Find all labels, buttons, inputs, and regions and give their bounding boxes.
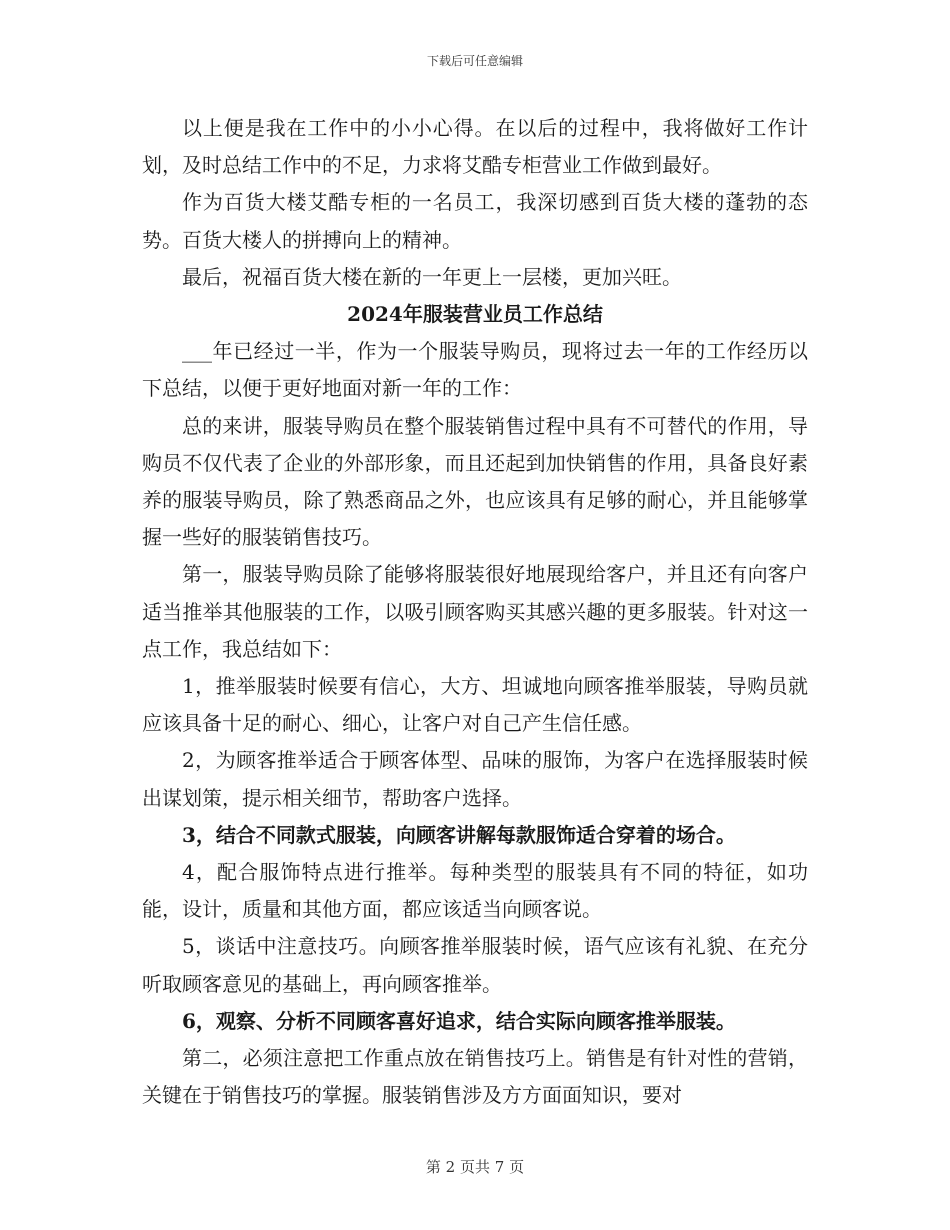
paragraph: 第二，必须注意把工作重点放在销售技巧上。销售是有针对性的营销，关键在于销售技巧的掌握。服装销售涉及方方面面知识，要对 [142, 1046, 808, 1108]
section-title: 2024年服装营业员工作总结 [347, 302, 603, 327]
list-item: 1，推举服装时候要有信心，大方、坦诚地向顾客推举服装，导购员就应该具备十足的耐心、细心，让客户对自己产生信任感。 [142, 674, 808, 736]
page-footer: 第 2 页共 7 页 [425, 1158, 525, 1176]
list-item: 4，配合服饰特点进行推举。每种类型的服装具有不同的特征，如功能，设计，质量和其他方面，都应该适当向顾客说。 [142, 860, 808, 922]
paragraph: 作为百货大楼艾酷专柜的一名员工，我深切感到百货大楼的蓬勃的态势。百货大楼人的拼搏向上的精神。 [142, 190, 808, 252]
list-item: 2，为顾客推举适合于顾客体型、品味的服饰，为客户在选择服装时候出谋划策，提示相关细节，帮助客户选择。 [142, 748, 808, 810]
paragraph: 以上便是我在工作中的小小心得。在以后的过程中，我将做好工作计划，及时总结工作中的不足，力求将艾酷专柜营业工作做到最好。 [142, 116, 808, 178]
paragraph: 总的来讲，服装导购员在整个服装销售过程中具有不可替代的作用，导购员不仅代表了企业的外部形象，而且还起到加快销售的作用，具备良好素养的服装导购员，除了熟悉商品之外，也应该具有足够的耐心，并且能够掌握一些好的服装销售技巧。 [142, 413, 808, 550]
list-item-bold: 3，结合不同款式服装，向顾客讲解每款服饰适合穿着的场合。 [182, 822, 736, 847]
paragraph: 最后，祝福百货大楼在新的一年更上一层楼，更加兴旺。 [182, 264, 682, 289]
document-body [142, 110, 808, 1114]
paragraph: ___年已经过一半，作为一个服装导购员，现将过去一年的工作经历以下总结，以便于更好地面对新一年的工作： [142, 339, 808, 401]
paragraph: 第一，服装导购员除了能够将服装很好地展现给客户，并且还有向客户适当推举其他服装的工作，以吸引顾客购买其感兴趣的更多服装。针对这一点工作，我总结如下： [142, 562, 808, 661]
list-item-bold: 6，观察、分析不同顾客喜好追求，结合实际向顾客推举服装。 [182, 1008, 736, 1033]
page-header: 下载后可任意编辑 [426, 54, 523, 68]
list-item: 5，谈话中注意技巧。向顾客推举服装时候，语气应该有礼貌、在充分听取顾客意见的基础上，再向顾客推举。 [142, 934, 808, 996]
